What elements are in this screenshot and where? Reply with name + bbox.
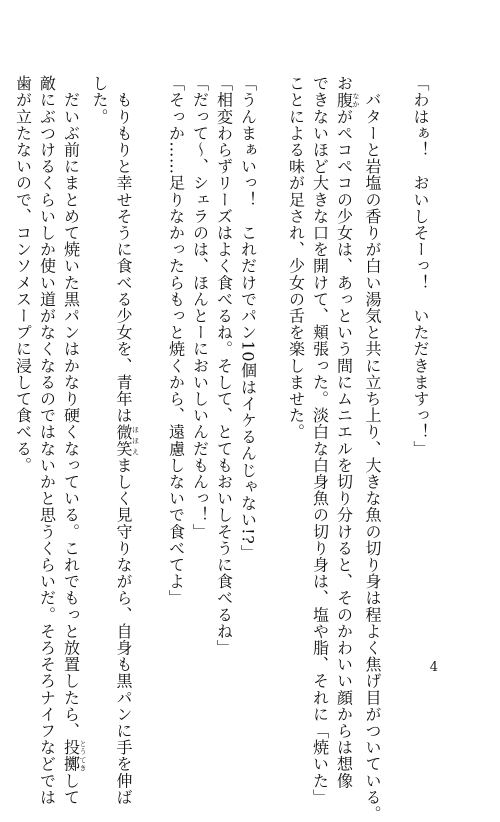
narration-line: ことによる味が足され、少女の舌を楽しませた。 [286, 75, 306, 441]
paragraph-gap [260, 75, 284, 675]
furigana: 微笑ほほえ [114, 423, 140, 457]
narration-line: だいぶ前にまとめて焼いた黒パンはかなり硬くなっている。これでもっと放置したら、投擲とうてきして [61, 75, 87, 806]
page-number: 4 [429, 660, 438, 675]
narration-line: できないほど大きな口を開けて、頬張った。淡白な白身魚の切り身は、塩や脂、それに「焼いた」 [310, 75, 330, 806]
dialogue-line: 「そっか……足りなかったらもっと焼くから、遠慮しないで食べてよ」 [166, 75, 186, 607]
narration-line: バターと岩塩の香りが白い湯気と共に立ち上り、大きな魚の切り身は程よく焦げ目がついている。 [363, 75, 382, 822]
narration-line: もりもりと幸せそうに食べる少女を、青年は微笑ほほえましく見守りながら、自身も黒パンに手を伸ば [114, 75, 140, 806]
narration-line: お腹なかがペコペコの少女は、あっという間にムニエルを切り分けると、そのかわいい顔からは想像 [334, 75, 360, 789]
narration-line: した。 [90, 75, 109, 125]
paragraph-gap [140, 75, 164, 675]
furigana: 投擲とうてき [61, 739, 87, 773]
furigana: 腹なか [334, 91, 360, 109]
dialogue-line: 「相変わらずリーズはよく食べるね。そして、とてもおいしそうに食べるね」 [214, 75, 234, 656]
dialogue-line: 「だって～、シェラのは、ほんとーにおいしいんだもんっ！」 [190, 75, 210, 540]
narration-line: 敵にぶつけるくらいしか使い道がなくなるのではないかと思うくらいだ。そろそろナイフなどでは [37, 75, 57, 806]
dialogue-line: 「うんまぁいっ！ これだけでパン10個はイケるんじゃない!?」 [238, 75, 258, 561]
vertical-text-body [13, 75, 432, 822]
dialogue-line: 「わはぁ！ おいしそーっ！ いただきますっ！」 [411, 75, 430, 457]
paragraph-gap [384, 75, 408, 675]
narration-line: 歯が立たないので、コンソメスープに浸して食べる。 [13, 75, 33, 474]
